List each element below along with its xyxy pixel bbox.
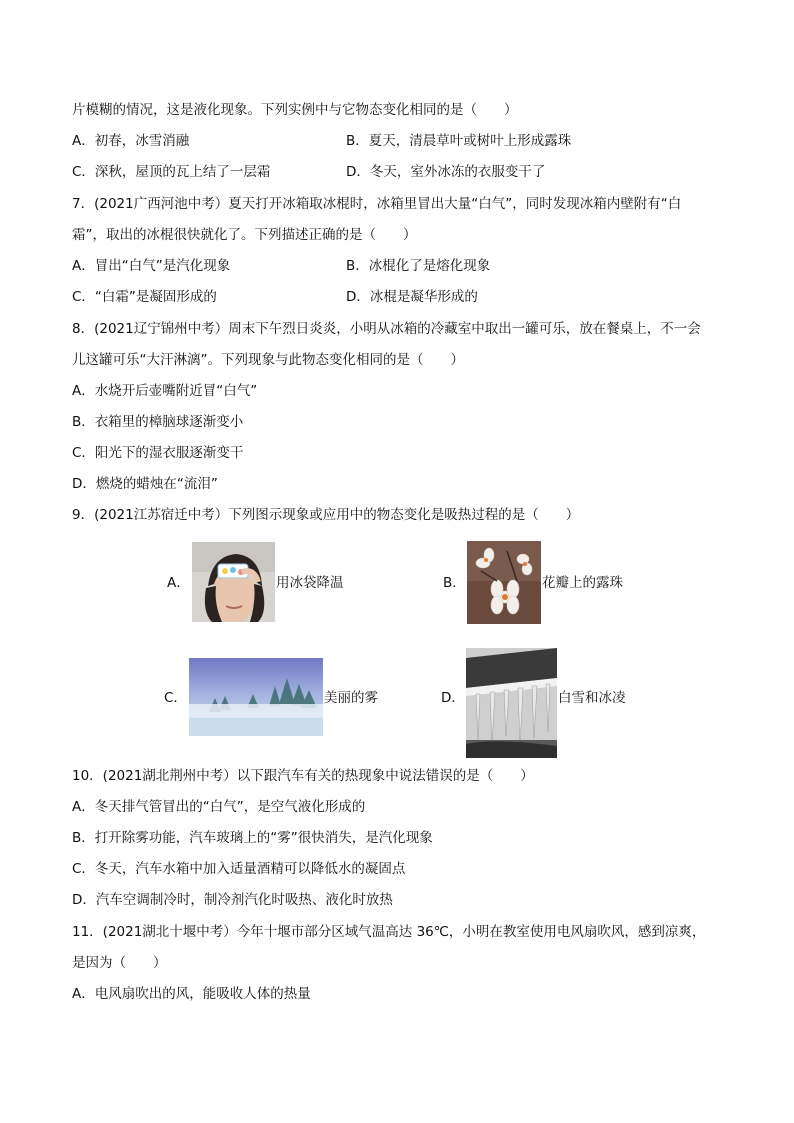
q8-option-a: A．水烧开后壶嘴附近冒“白气” xyxy=(72,383,258,399)
q9-option-a-letter: A． xyxy=(167,575,190,591)
q8-stem-line2: 儿这罐可乐“大汗淋漓”。下列现象与此物态变化相同的是（ ） xyxy=(72,352,464,368)
q9-option-b-letter: B． xyxy=(443,575,466,591)
q8-stem-line1: 8．(2021辽宁锦州中考）周末下午烈日炎炎，小明从冰箱的冷藏室中取出一罐可乐，放在餐桌上，不一会 xyxy=(72,321,701,337)
q7-option-d: D．冰棍是凝华形成的 xyxy=(346,289,478,305)
q7-stem-line1: 7．(2021广西河池中考）夏天打开冰箱取冰棍时，冰箱里冒出大量“白气”，同时发现冰箱内壁附有“白 xyxy=(72,196,682,212)
q6-option-d: D．冬天，室外冰冻的衣服变干了 xyxy=(346,164,546,180)
q10-option-b: B．打开除雾功能，汽车玻璃上的“雾”很快消失，是汽化现象 xyxy=(72,830,433,846)
q7-stem-line2: 霜”，取出的冰棍很快就化了。下列描述正确的是（ ） xyxy=(72,227,417,243)
q9-stem: 9．(2021江苏宿迁中考）下列图示现象或应用中的物态变化是吸热过程的是（ ） xyxy=(72,507,580,523)
dew-petal-photo xyxy=(467,541,541,624)
q10-stem: 10．(2021湖北荆州中考）以下跟汽车有关的热现象中说法错误的是（ ） xyxy=(72,768,534,784)
fog-forest-photo xyxy=(189,658,323,736)
q11-option-a: A．电风扇吹出的风，能吸收人体的热量 xyxy=(72,986,311,1002)
q9-option-d-caption: 白雪和冰凌 xyxy=(558,690,626,706)
ice-pack-photo xyxy=(192,542,275,622)
q11-stem-line1: 11．(2021湖北十堰中考）今年十堰市部分区域气温高达 36℃，小明在教室使用电风扇吹风，感到凉爽， xyxy=(72,924,706,940)
q9-option-b-caption: 花瓣上的露珠 xyxy=(542,575,623,591)
q8-option-b: B．衣箱里的樟脑球逐渐变小 xyxy=(72,414,244,430)
q9-option-c-caption: 美丽的雾 xyxy=(324,690,378,706)
q10-option-a: A．冬天排气管冒出的“白气”，是空气液化形成的 xyxy=(72,799,366,815)
snow-icicle-photo xyxy=(466,648,557,758)
q10-option-c: C．冬天，汽车水箱中加入适量酒精可以降低水的凝固点 xyxy=(72,861,406,877)
q7-option-c: C．“白霜”是凝固形成的 xyxy=(72,289,217,305)
q7-option-a: A．冒出“白气”是汽化现象 xyxy=(72,258,231,274)
q8-option-c: C．阳光下的湿衣服逐渐变干 xyxy=(72,445,244,461)
q9-option-c-letter: C． xyxy=(164,690,187,706)
q6-option-a: A．初春，冰雪消融 xyxy=(72,133,190,149)
q7-option-b: B．冰棍化了是熔化现象 xyxy=(346,258,491,274)
q6-option-c: C．深秋，屋顶的瓦上结了一层霜 xyxy=(72,164,271,180)
q6-option-b: B．夏天，清晨草叶或树叶上形成露珠 xyxy=(346,133,572,149)
q10-option-d: D．汽车空调制冷时，制冷剂汽化时吸热、液化时放热 xyxy=(72,892,393,908)
q9-option-a-caption: 用冰袋降温 xyxy=(276,575,344,591)
q6-stem-tail: 片模糊的情况，这是液化现象。下列实例中与它物态变化相同的是（ ） xyxy=(72,102,518,118)
q11-stem-line2: 是因为（ ） xyxy=(72,955,167,971)
q9-option-d-letter: D． xyxy=(441,690,465,706)
q8-option-d: D．燃烧的蜡烛在“流泪” xyxy=(72,476,218,492)
